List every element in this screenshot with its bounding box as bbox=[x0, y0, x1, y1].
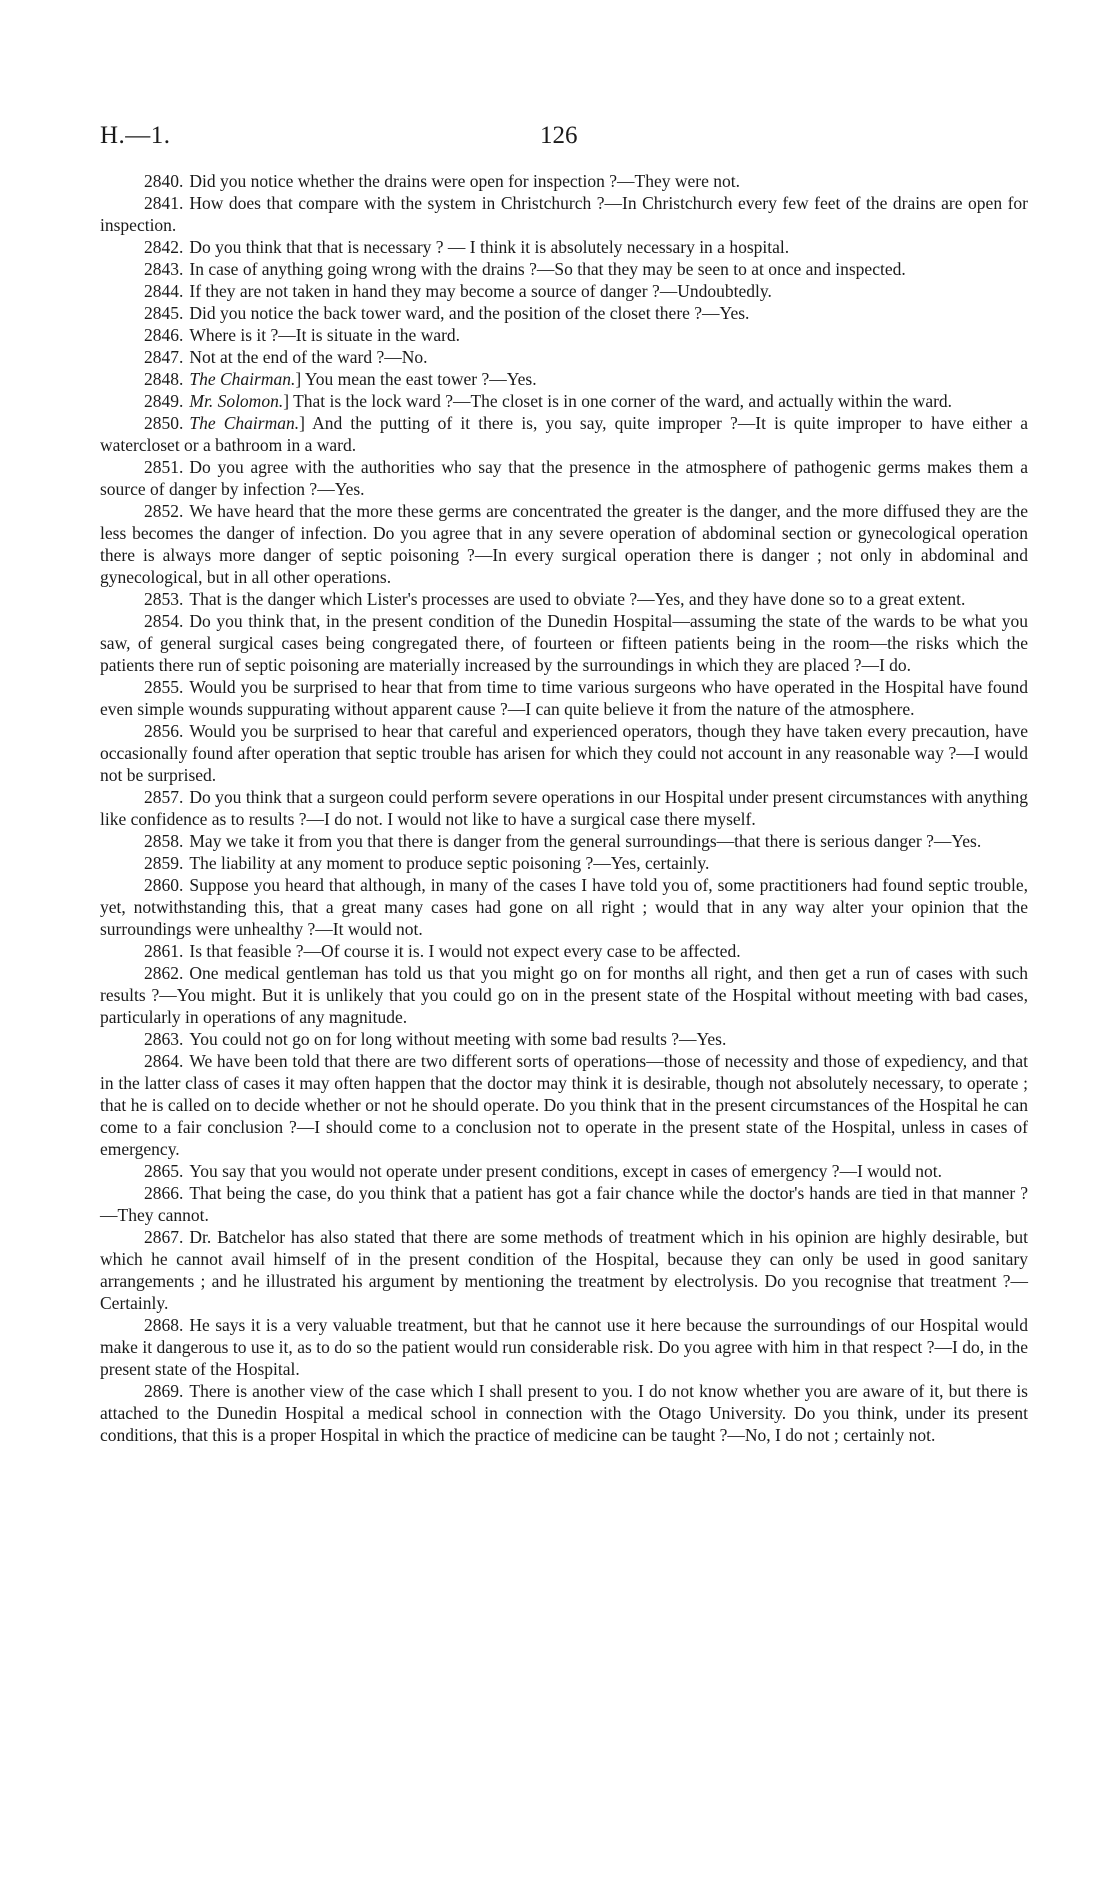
question-number: 2842. bbox=[144, 237, 184, 257]
question-answer-paragraph bbox=[100, 786, 1028, 830]
question-answer-paragraph bbox=[100, 1380, 1028, 1446]
question-number: 2850. bbox=[144, 413, 184, 433]
question-number: 2865. bbox=[144, 1161, 184, 1181]
paragraph-text: And the putting of it there is, you say, quite improper ?—It is quite improper to have either a watercloset or a bathroom in a ward. bbox=[100, 413, 1028, 455]
page-number: 126 bbox=[540, 122, 578, 149]
question-answer-paragraph bbox=[100, 302, 1028, 324]
paragraph-text: How does that compare with the system in Christchurch ?—In Christchurch every few feet of the drains are open for inspection. bbox=[100, 193, 1028, 235]
paragraph-text: The liability at any moment to produce septic poisoning ?—Yes, certainly. bbox=[189, 853, 710, 873]
question-answer-paragraph bbox=[100, 588, 1028, 610]
paragraph-text: That being the case, do you think that a patient has got a fair chance while the doctor's hands are tied in that manner ?—They cannot. bbox=[100, 1183, 1028, 1225]
paragraph-text: Do you think that, in the present condition of the Dunedin Hospital—assuming the state of the wards to be what you saw, of general surgical cases being congregated there, of fourteen or fifteen patients being in the room—the risks which the patients there run of septic poisoning are materially increased by the surroundings in which they are placed ?—I do. bbox=[100, 611, 1028, 675]
question-number: 2861. bbox=[144, 941, 184, 961]
question-answer-paragraph bbox=[100, 962, 1028, 1028]
question-number: 2843. bbox=[144, 259, 184, 279]
paragraph-text: If they are not taken in hand they may become a source of danger ?—Undoubtedly. bbox=[189, 281, 772, 301]
question-answer-paragraph bbox=[100, 940, 1028, 962]
testimony-body bbox=[100, 170, 1028, 1446]
section-reference: H.—1. bbox=[100, 122, 171, 149]
question-number: 2845. bbox=[144, 303, 184, 323]
paragraph-text: Do you agree with the authorities who say that the presence in the atmosphere of pathogenic germs makes them a source of danger by infection ?—Yes. bbox=[100, 457, 1028, 499]
question-number: 2851. bbox=[144, 457, 184, 477]
paragraph-text: In case of anything going wrong with the drains ?—So that they may be seen to at once and inspected. bbox=[189, 259, 906, 279]
paragraph-text: Suppose you heard that although, in many of the cases I have told you of, some practitioners had found septic trouble, yet, notwithstanding this, that a great many cases had gone on all right ; would that in any way alter your opinion that the surroundings were unhealthy ?—It would not. bbox=[100, 875, 1028, 939]
question-answer-paragraph bbox=[100, 610, 1028, 676]
question-answer-paragraph bbox=[100, 1050, 1028, 1160]
question-answer-paragraph bbox=[100, 236, 1028, 258]
paragraph-text: Do you think that a surgeon could perform severe operations in our Hospital under present circumstances with anything like confidence as to results ?—I do not. I would not like to have a surgical case there myself. bbox=[100, 787, 1028, 829]
paragraph-text: There is another view of the case which I shall present to you. I do not know whether you are aware of it, but there is attached to the Dunedin Hospital a medical school in connection with the Otago University. Do you think, under its present conditions, that this is a proper Hospital in which the practice of medicine can be taught ?—No, I do not ; certainly not. bbox=[100, 1381, 1028, 1445]
speaker-bracket: ] bbox=[283, 391, 290, 411]
question-number: 2868. bbox=[144, 1315, 184, 1335]
question-number: 2864. bbox=[144, 1051, 184, 1071]
question-answer-paragraph bbox=[100, 830, 1028, 852]
question-number: 2849. bbox=[144, 391, 184, 411]
question-number: 2860. bbox=[144, 875, 184, 895]
question-number: 2863. bbox=[144, 1029, 184, 1049]
question-number: 2856. bbox=[144, 721, 184, 741]
question-answer-paragraph bbox=[100, 874, 1028, 940]
paragraph-text: We have been told that there are two different sorts of operations—those of necessity and those of expediency, and that in the latter class of cases it may often happen that the doctor may think it is desirable, though not absolutely necessary, to operate ; that he is called on to decide whether or not he should operate. Do you think that in the present circumstances of the Hospital he can come to a fair conclusion ?—I should come to a conclusion not to operate in the present state of the Hospital, unless in cases of emergency. bbox=[100, 1051, 1028, 1159]
speaker-name: The Chairman. bbox=[189, 369, 296, 389]
question-answer-paragraph bbox=[100, 1226, 1028, 1314]
question-number: 2862. bbox=[144, 963, 184, 983]
paragraph-text: Would you be surprised to hear that careful and experienced operators, though they have taken every precaution, have occasionally found after operation that septic trouble has arisen for which they could not account in any reasonable way ?—I would not be surprised. bbox=[100, 721, 1028, 785]
paragraph-text: Would you be surprised to hear that from time to time various surgeons who have operated in the Hospital have found even simple wounds suppurating without apparent cause ?—I can quite believe it from the nature of the atmosphere. bbox=[100, 677, 1028, 719]
speaker-bracket: ] bbox=[299, 413, 305, 433]
paragraph-text: Dr. Batchelor has also stated that there are some methods of treatment which in his opinion are highly desirable, but which he cannot avail himself of in the present condition of the Hospital, because they can only be used in good sanitary arrangements ; and he illustrated his argument by mentioning the treatment by electrolysis. Do you recognise that treatment ?—Certainly. bbox=[100, 1227, 1028, 1313]
question-answer-paragraph bbox=[100, 324, 1028, 346]
paragraph-text: You mean the east tower ?—Yes. bbox=[304, 369, 537, 389]
question-answer-paragraph bbox=[100, 258, 1028, 280]
question-number: 2846. bbox=[144, 325, 184, 345]
paragraph-text: We have heard that the more these germs are concentrated the greater is the danger, and the more diffused they are the less becomes the danger of infection. Do you agree that in any severe operation of abdominal section or gynecological operation there is always more danger of septic poisoning ?—In every surgical operation there is danger ; not only in abdominal and gynecological, but in all other operations. bbox=[100, 501, 1028, 587]
paragraph-text: That is the lock ward ?—The closet is in one corner of the ward, and actually within the ward. bbox=[293, 391, 953, 411]
paragraph-text: Is that feasible ?—Of course it is. I would not expect every case to be affected. bbox=[189, 941, 741, 961]
question-answer-paragraph bbox=[100, 390, 1028, 412]
speaker-bracket: ] bbox=[295, 369, 302, 389]
question-number: 2847. bbox=[144, 347, 184, 367]
question-answer-paragraph bbox=[100, 676, 1028, 720]
paragraph-text: Do you think that that is necessary ? — I think it is absolutely necessary in a hospital. bbox=[189, 237, 790, 257]
question-answer-paragraph bbox=[100, 456, 1028, 500]
question-answer-paragraph bbox=[100, 412, 1028, 456]
question-answer-paragraph bbox=[100, 720, 1028, 786]
question-number: 2866. bbox=[144, 1183, 184, 1203]
question-number: 2859. bbox=[144, 853, 184, 873]
paragraph-text: That is the danger which Lister's processes are used to obviate ?—Yes, and they have done so to a great extent. bbox=[189, 589, 966, 609]
paragraph-text: He says it is a very valuable treatment, but that he cannot use it here because the surroundings of our Hospital would make it dangerous to use it, as to do so the patient would run considerable risk. Do you agree with him in that respect ?—I do, in the present state of the Hospital. bbox=[100, 1315, 1028, 1379]
question-answer-paragraph bbox=[100, 280, 1028, 302]
question-number: 2848. bbox=[144, 369, 184, 389]
question-answer-paragraph bbox=[100, 368, 1028, 390]
paragraph-text: You say that you would not operate under present conditions, except in cases of emergency ?—I would not. bbox=[189, 1161, 943, 1181]
paragraph-text: Did you notice whether the drains were open for inspection ?—They were not. bbox=[189, 171, 740, 191]
question-answer-paragraph bbox=[100, 192, 1028, 236]
paragraph-text: One medical gentleman has told us that you might go on for months all right, and then get a run of cases with such results ?—You might. But it is unlikely that you could go on in the present state of the Hospital without meeting with bad cases, particularly in operations of any magnitude. bbox=[100, 963, 1028, 1027]
question-number: 2855. bbox=[144, 677, 184, 697]
paragraph-text: May we take it from you that there is danger from the general surroundings—that there is serious danger ?—Yes. bbox=[189, 831, 982, 851]
speaker-name: Mr. Solomon. bbox=[189, 391, 284, 411]
paragraph-text: Where is it ?—It is situate in the ward. bbox=[189, 325, 461, 345]
question-answer-paragraph bbox=[100, 1160, 1028, 1182]
question-number: 2841. bbox=[144, 193, 184, 213]
paragraph-text: Did you notice the back tower ward, and the position of the closet there ?—Yes. bbox=[189, 303, 750, 323]
question-answer-paragraph bbox=[100, 170, 1028, 192]
question-number: 2840. bbox=[144, 171, 184, 191]
question-number: 2869. bbox=[144, 1381, 184, 1401]
question-number: 2867. bbox=[144, 1227, 184, 1247]
question-number: 2844. bbox=[144, 281, 184, 301]
question-answer-paragraph bbox=[100, 346, 1028, 368]
question-number: 2857. bbox=[144, 787, 184, 807]
paragraph-text: You could not go on for long without meeting with some bad results ?—Yes. bbox=[189, 1029, 727, 1049]
question-answer-paragraph bbox=[100, 852, 1028, 874]
question-number: 2854. bbox=[144, 611, 184, 631]
question-answer-paragraph bbox=[100, 1028, 1028, 1050]
question-answer-paragraph bbox=[100, 1182, 1028, 1226]
question-number: 2853. bbox=[144, 589, 184, 609]
question-number: 2858. bbox=[144, 831, 184, 851]
speaker-name: The Chairman. bbox=[189, 413, 300, 433]
question-number: 2852. bbox=[144, 501, 184, 521]
question-answer-paragraph bbox=[100, 500, 1028, 588]
question-answer-paragraph bbox=[100, 1314, 1028, 1380]
paragraph-text: Not at the end of the ward ?—No. bbox=[189, 347, 428, 367]
